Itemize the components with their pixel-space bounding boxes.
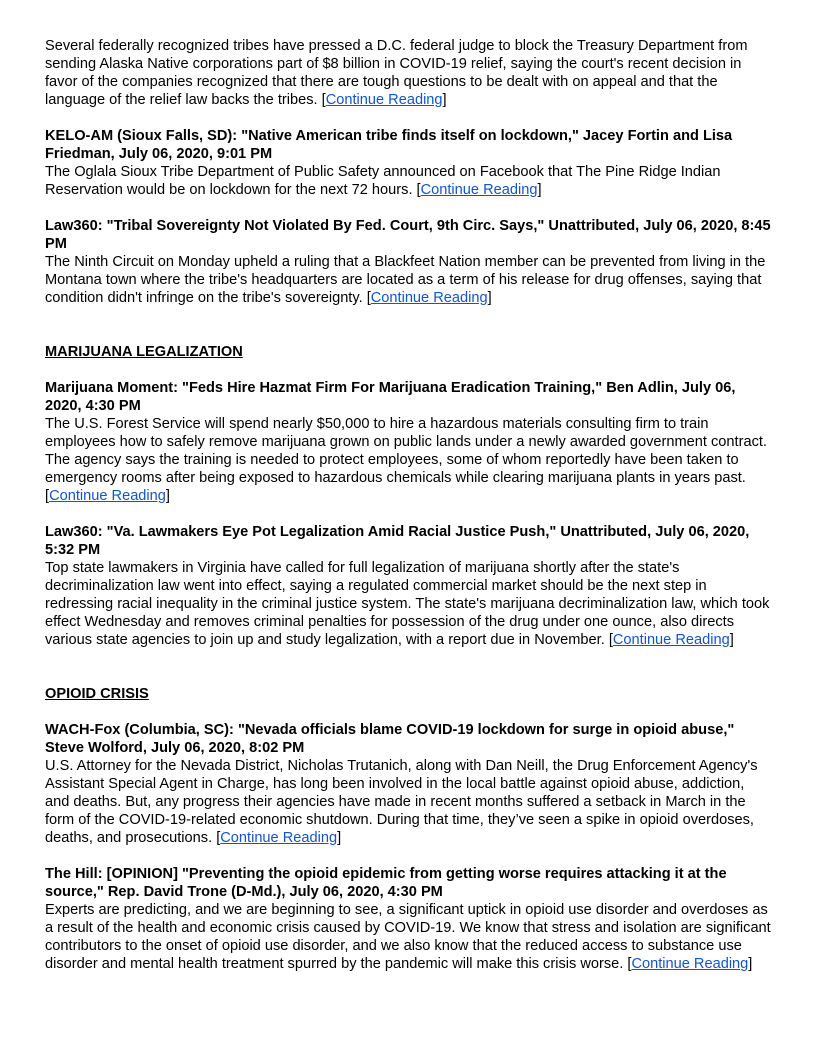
continue-reading-link[interactable]: Continue Reading bbox=[325, 92, 443, 108]
article-headline: Law360: "Va. Lawmakers Eye Pot Legalization Amid Racial Justice Push," Unattributed, July 06, 2020, 5:32 PM bbox=[45, 524, 750, 558]
section-heading-marijuana: MARIJUANA LEGALIZATION bbox=[45, 344, 243, 360]
news-article bbox=[45, 379, 771, 505]
continue-reading-link[interactable]: Continue Reading bbox=[49, 488, 166, 504]
article-headline: The Hill: [OPINION] "Preventing the opioid epidemic from getting worse requires attacking it at the source," Rep. David Trone (D-Md.), July 06, 2020, 4:30 PM bbox=[45, 866, 727, 900]
article-body: The U.S. Forest Service will spend nearly $50,000 to hire a hazardous materials consulting firm to train employees how to safely remove marijuana grown on public lands under a newly awarded government contract. The agency says the training is needed to protect employees, some of whom reportedly have been taken to emergency rooms after being exposed to hazardous chemicals while clearing marijuana plants in years past. [Continue Reading] bbox=[45, 416, 767, 504]
article-headline: KELO-AM (Sioux Falls, SD): "Native American tribe finds itself on lockdown," Jacey Fortin and Lisa Friedman, July 06, 2020, 9:01 PM bbox=[45, 128, 733, 162]
article-body: Top state lawmakers in Virginia have called for full legalization of marijuana shortly after the state's decriminalization law went into effect, saying a regulated commercial market should be the next step in redressing racial inequality in the criminal justice system. The state's marijuana decriminalization law, which took effect Wednesday and removes criminal penalties for possession of the drug under one ounce, also directs various state agencies to join up and study legalization, with a report due in November. [Continue Reading] bbox=[45, 560, 770, 648]
article-body: The Ninth Circuit on Monday upheld a ruling that a Blackfeet Nation member can be prevented from living in the Montana town where the tribe's headquarters are located as a term of his release for drug offenses, saying that condition didn't infringe on the tribe's sovereignty. [Continue Reading] bbox=[45, 254, 766, 306]
article-headline: Marijuana Moment: "Feds Hire Hazmat Firm For Marijuana Eradication Training," Ben Adlin, July 06, 2020, 4:30 PM bbox=[45, 380, 736, 414]
article-body: Experts are predicting, and we are beginning to see, a significant uptick in opioid use disorder and overdoses as a result of the health and economic crisis caused by COVID-19. We know that stress and isolation are significant contributors to the onset of opioid use disorder, and we also know that the reduced access to substance use disorder and mental health treatment spurred by the pandemic will make this crisis worse. [Continue Reading] bbox=[45, 902, 771, 972]
news-article bbox=[45, 217, 771, 307]
continue-reading-link[interactable]: Continue Reading bbox=[612, 632, 730, 648]
article-headline: WACH-Fox (Columbia, SC): "Nevada officials blame COVID-19 lockdown for surge in opioid abuse," Steve Wolford, July 06, 2020, 8:02 PM bbox=[45, 722, 735, 756]
article-body: The Oglala Sioux Tribe Department of Public Safety announced on Facebook that The Pine Ridge Indian Reservation would be on lockdown for the next 72 hours. [Continue Reading] bbox=[45, 164, 721, 198]
news-article bbox=[45, 523, 771, 649]
section-heading-opioid: OPIOID CRISIS bbox=[45, 686, 149, 702]
news-article bbox=[45, 721, 771, 847]
intro-article bbox=[45, 37, 771, 109]
continue-reading-link[interactable]: Continue Reading bbox=[220, 830, 338, 846]
article-body: Several federally recognized tribes have pressed a D.C. federal judge to block the Treasury Department from sending Alaska Native corporations part of $8 billion in COVID-19 relief, saying the court's recent decision in favor of the companies recognized that there are tough questions to be dealt with on appeal and that the language of the relief law backs the tribes. [Continue Reading] bbox=[45, 38, 748, 108]
article-body: U.S. Attorney for the Nevada District, Nicholas Trutanich, along with Dan Neill, the Drug Enforcement Agency's Assistant Special Agent in Charge, has long been involved in the local battle against opioid abuse, addiction, and deaths. But, any progress their agencies have made in recent months suffered a setback in March in the form of the COVID-19-related economic shutdown. During that time, they’ve seen a spike in opioid overdoses, deaths, and prosecutions. [Continue Reading] bbox=[45, 758, 758, 846]
continue-reading-link[interactable]: Continue Reading bbox=[370, 290, 488, 306]
article-headline: Law360: "Tribal Sovereignty Not Violated By Fed. Court, 9th Circ. Says," Unattributed, July 06, 2020, 8:45 PM bbox=[45, 218, 771, 252]
continue-reading-link[interactable]: Continue Reading bbox=[631, 956, 749, 972]
news-article bbox=[45, 127, 771, 199]
news-article bbox=[45, 865, 771, 973]
continue-reading-link[interactable]: Continue Reading bbox=[420, 182, 538, 198]
